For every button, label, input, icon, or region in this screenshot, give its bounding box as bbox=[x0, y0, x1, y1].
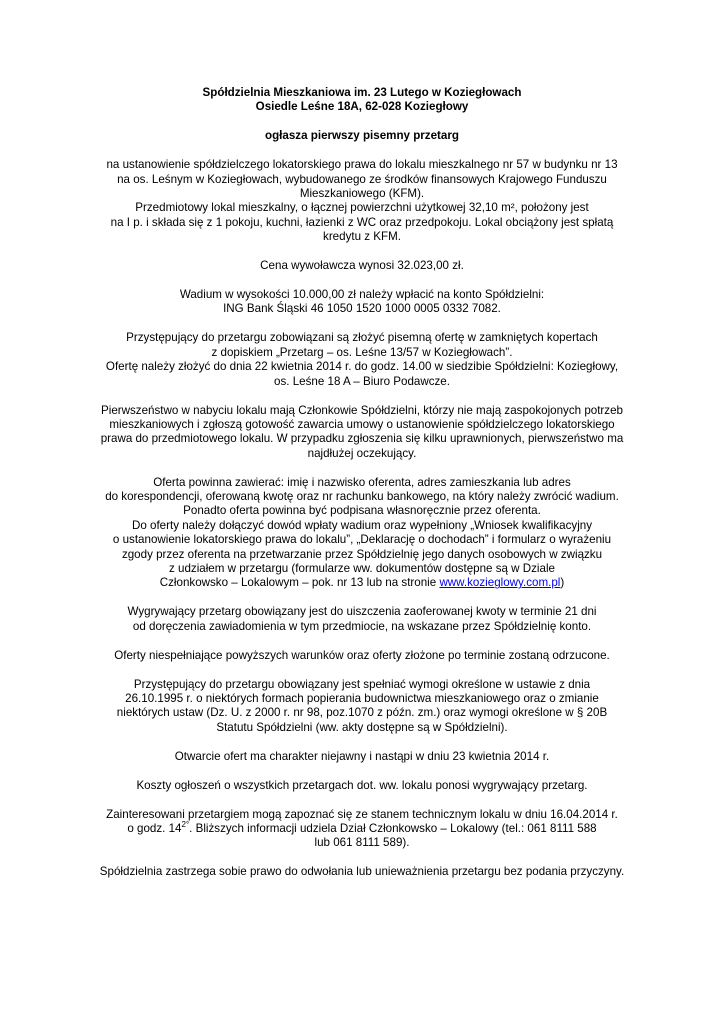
inspection-contact: . Bliższych informacji udziela Dział Członkowsko – Lokalowy (tel.: 061 8111 588 bbox=[189, 821, 597, 835]
submission-line: os. Leśne 18 A – Biuro Podawcze. bbox=[274, 374, 450, 388]
offer-content-line: Ponadto oferta powinna być podpisana własnoręcznie przez oferenta. bbox=[183, 504, 541, 518]
deposit-line: Wadium w wysokości 10.000,00 zł należy wpłacić na konto Spółdzielni: bbox=[179, 288, 545, 302]
inspection-time-superscript: 2° bbox=[181, 820, 190, 830]
deposit-paragraph bbox=[70, 288, 654, 317]
opening-note: Otwarcie ofert ma charakter niejawny i nastąpi w dniu 23 kwietnia 2014 r. bbox=[174, 749, 550, 763]
offer-content-paragraph bbox=[70, 476, 654, 591]
priority-line: najdłużej oczekujący. bbox=[307, 446, 417, 460]
offer-content-line: z udziałem w przetargu (formularze ww. dokumentów dostępne są w Dziale bbox=[169, 562, 555, 576]
intro-line: Przedmiotowy lokal mieszkalny, o łącznej powierzchni użytkowej 32,10 m², położony jest bbox=[135, 201, 589, 215]
intro-paragraph bbox=[70, 158, 654, 244]
requirements-paragraph bbox=[70, 678, 654, 736]
priority-paragraph bbox=[70, 404, 654, 462]
offer-content-text: Członkowsko – Lokalowym – pok. nr 13 lub na stronie bbox=[159, 576, 440, 590]
intro-line: Mieszkaniowego (KFM). bbox=[299, 187, 425, 201]
rejection-note: Oferty niespełniające powyższych warunków oraz oferty złożone po terminie zostaną odrzucone. bbox=[114, 648, 610, 662]
reservation-note: Spółdzielnia zastrzega sobie prawo do odwołania lub unieważnienia przetargu bez podania przyczyny. bbox=[99, 865, 625, 879]
announcement-title: ogłasza pierwszy pisemny przetarg bbox=[265, 129, 459, 143]
priority-line: prawa do przedmiotowego lokalu. W przypadku zgłoszenia się kilku uprawnionych, pierwszeństwo ma bbox=[100, 432, 624, 446]
winner-payment-paragraph bbox=[70, 605, 654, 634]
cooperative-address: Osiedle Leśne 18A, 62-028 Koziegłowy bbox=[255, 100, 469, 114]
winner-payment-line: Wygrywający przetarg obowiązany jest do uiszczenia zaoferowanej kwoty w terminie 21 dni bbox=[127, 605, 597, 619]
winner-payment-line: od doręczenia zawiadomienia w tym przedmiocie, na wskazane przez Spółdzielnię konto. bbox=[132, 619, 592, 633]
requirements-line: Przystępujący do przetargu obowiązany jest spełniać wymogi określone w ustawie z dnia bbox=[133, 677, 591, 691]
inspection-line: lub 061 8111 589). bbox=[314, 836, 410, 850]
requirements-line: Statutu Spółdzielni (ww. akty dostępne są w Spółdzielni). bbox=[216, 720, 508, 734]
intro-line: kredytu z KFM. bbox=[323, 230, 401, 244]
offer-content-line: o ustanowienie lokatorskiego prawa do lokalu”, „Deklarację o dochodach” i formularz o wyrażeniu bbox=[112, 533, 612, 547]
submission-paragraph bbox=[70, 331, 654, 389]
intro-line: na ustanowienie spółdzielczego lokatorskiego prawa do lokalu mieszkalnego nr 57 w budynku nr 13 bbox=[106, 158, 618, 172]
website-link[interactable]: www.kozieglowy.com.pl bbox=[439, 576, 561, 590]
offer-content-line: Do oferty należy dołączyć dowód wpłaty wadium oraz wypełniony „Wniosek kwalifikacyjny bbox=[131, 518, 593, 532]
intro-line: na os. Leśnym w Koziegłowach, wybudowanego ze środków finansowych Krajowego Funduszu bbox=[117, 172, 607, 186]
costs-note: Koszty ogłoszeń o wszystkich przetargach dot. ww. lokalu ponosi wygrywający przetarg. bbox=[136, 778, 588, 792]
submission-line: Przystępujący do przetargu zobowiązani są złożyć pisemną ofertę w zamkniętych kopertach bbox=[126, 331, 598, 345]
offer-content-last-line bbox=[70, 576, 654, 590]
inspection-line bbox=[70, 822, 654, 836]
submission-line: Ofertę należy złożyć do dnia 22 kwietnia 2014 r. do godz. 14.00 w siedzibie Spółdzielni: Koziegłowy, bbox=[105, 360, 619, 374]
starting-price: Cena wywoławcza wynosi 32.023,00 zł. bbox=[260, 259, 464, 273]
priority-line: mieszkaniowych i zgłoszą gotowość zawarcia umowy o ustanowienie spółdzielczego lokatorskiego bbox=[109, 417, 615, 431]
inspection-paragraph bbox=[70, 808, 654, 851]
offer-content-line: zgody przez oferenta na przetwarzanie przez Spółdzielnię jego danych osobowych w związku bbox=[121, 547, 603, 561]
offer-content-line: do korespondencji, oferowaną kwotę oraz nr rachunku bankowego, na który należy zwrócić wadium. bbox=[105, 490, 619, 504]
closing-parenthesis: ) bbox=[560, 576, 565, 590]
submission-line: z dopiskiem „Przetarg – os. Leśne 13/57 w Koziegłowach”. bbox=[211, 345, 513, 359]
announcement-document bbox=[70, 86, 654, 880]
offer-content-line: Oferta powinna zawierać: imię i nazwisko oferenta, adres zamieszkania lub adres bbox=[153, 475, 571, 489]
inspection-line: Zainteresowani przetargiem mogą zapoznać się ze stanem technicznym lokalu w dniu 16.04.2014 r. bbox=[106, 807, 618, 821]
inspection-time-prefix: o godz. 14 bbox=[127, 821, 182, 835]
requirements-line: 26.10.1995 r. o niektórych formach popierania budownictwa mieszkaniowego oraz o zmianie bbox=[125, 692, 599, 705]
bank-account: ING Bank Śląski 46 1050 1520 1000 0005 0332 7082. bbox=[223, 302, 501, 316]
requirements-line: niektórych ustaw (Dz. U. z 2000 r. nr 98, poz.1070 z późn. zm.) oraz wymogi określone w § 20B bbox=[116, 706, 608, 720]
cooperative-name: Spółdzielnia Mieszkaniowa im. 23 Lutego w Koziegłowach bbox=[202, 86, 522, 99]
priority-line: Pierwszeństwo w nabyciu lokalu mają Członkowie Spółdzielni, którzy nie mają zaspokojonych potrzeb bbox=[101, 403, 623, 417]
intro-line: na I p. i składa się z 1 pokoju, kuchni, łazienki z WC oraz przedpokoju. Lokal obciążony jest spłatą bbox=[110, 215, 614, 229]
